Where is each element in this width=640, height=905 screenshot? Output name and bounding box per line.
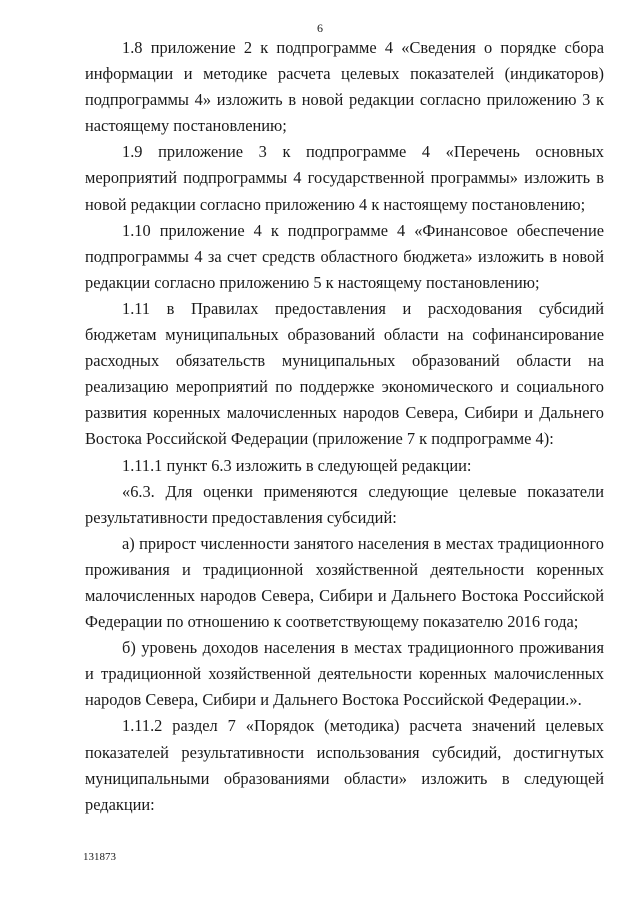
paragraph-1-11-1: 1.11.1 пункт 6.3 изложить в следующей редакции: — [122, 455, 472, 475]
document-body — [85, 35, 604, 818]
paragraph-1-8: 1.8 приложение 2 к подпрограмме 4 «Сведения о порядке сбора информации и методике расчета целевых показателей (индикаторов) подпрограммы 4» изложить в новой редакции согласно приложению 3 к настоящему постановлению; — [85, 38, 604, 136]
paragraph-1-10: 1.10 приложение 4 к подпрограмме 4 «Финансовое обеспечение подпрограммы 4 за счет средств областного бюджета» изложить в новой редакции согласно приложению 5 к настоящему постановлению; — [85, 220, 604, 292]
paragraph-item-b: б) уровень доходов населения в местах традиционного проживания и традиционной хозяйственной деятельности коренных малочисленных народов Севера, Сибири и Дальнего Востока Российской Федерации.». — [85, 638, 604, 710]
document-code: 131873 — [83, 851, 116, 863]
paragraph-item-a: а) прирост численности занятого населения в местах традиционного проживания и традиционной хозяйственной деятельности коренных малочисленных народов Севера, Сибири и Дальнего Востока Российской Федерации по отношению к соответствующему показателю 2016 года; — [85, 533, 604, 632]
paragraph-1-11-2: 1.11.2 раздел 7 «Порядок (методика) расчета значений целевых показателей результативности использования субсидий, достигнутых муниципальными образованиями области» изложить в следующей редакции: — [85, 716, 604, 814]
paragraph-1-9: 1.9 приложение 3 к подпрограмме 4 «Перечень основных мероприятий подпрограммы 4 государственной программы» изложить в новой редакции согласно приложению 4 к настоящему постановлению; — [85, 142, 604, 214]
paragraph-6-3: «6.3. Для оценки применяются следующие целевые показатели результативности предоставления субсидий: — [85, 481, 604, 527]
paragraph-1-11: 1.11 в Правилах предоставления и расходования субсидий бюджетам муниципальных образований области на софинансирование расходных обязательств муниципальных образований области на реализацию мероприятий по поддержке экономического и социального развития коренных малочисленных народов Севера, Сибири и Дальнего Востока Российской Федерации (приложение 7 к подпрограмме 4): — [85, 298, 604, 449]
page-number: 6 — [317, 21, 323, 35]
